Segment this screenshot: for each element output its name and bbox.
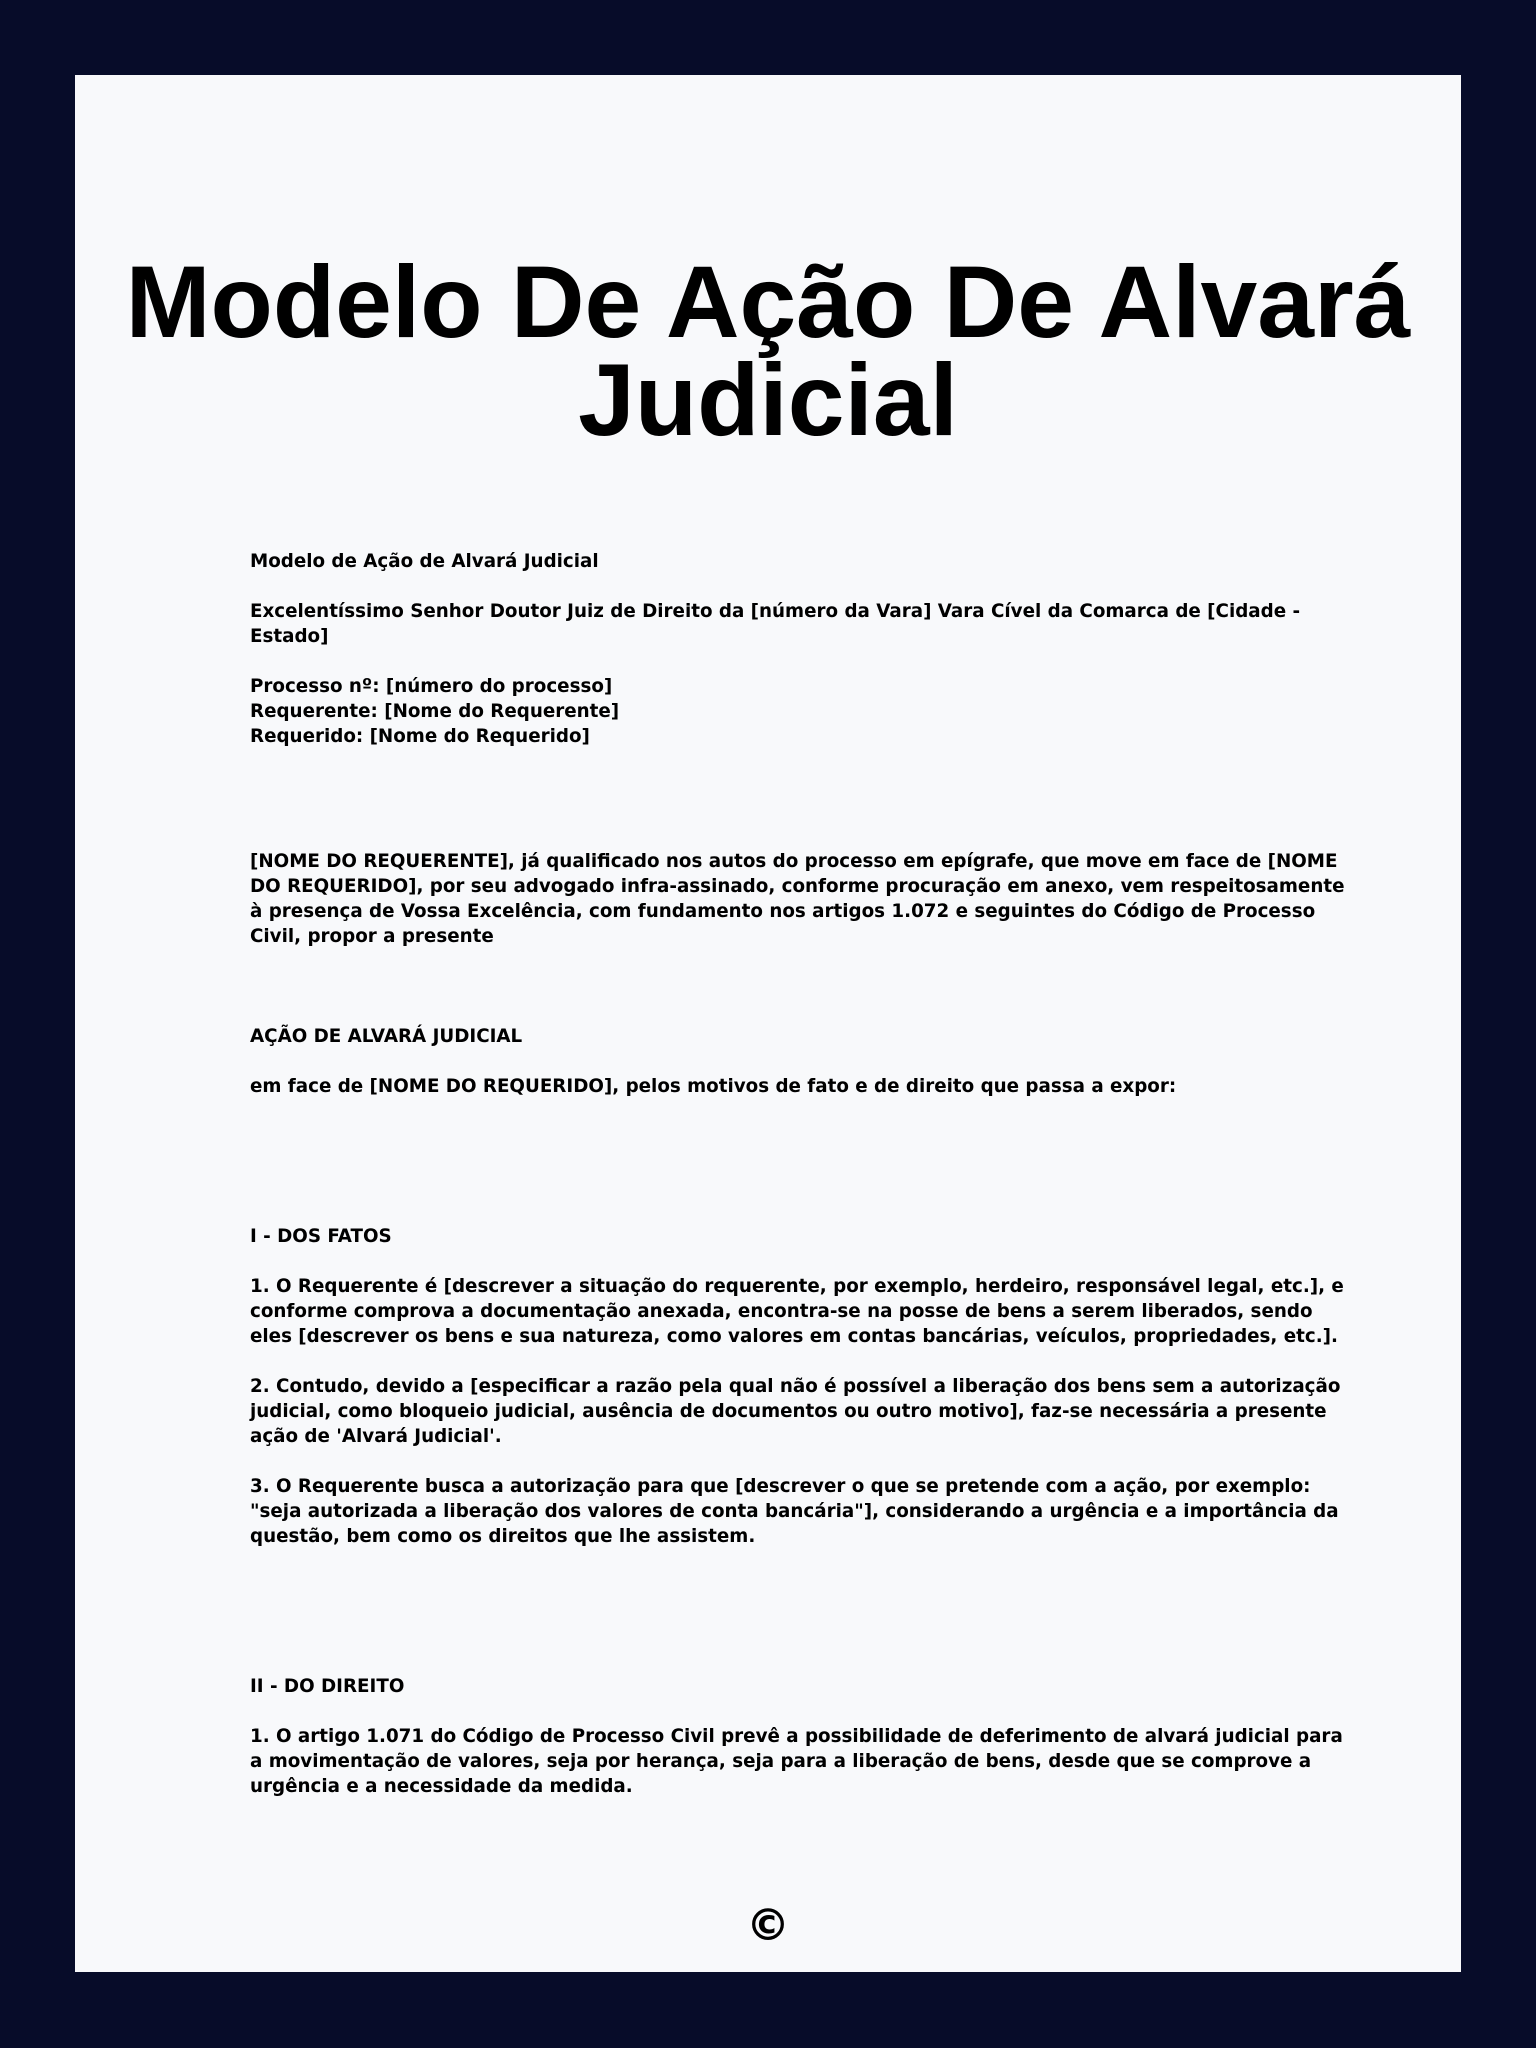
document-body bbox=[250, 549, 1360, 1824]
document-page bbox=[75, 75, 1461, 1972]
document-title: Modelo De Ação De Alvará Judicial bbox=[125, 245, 1411, 457]
process-number: Processo nº: [número do processo] bbox=[250, 676, 613, 697]
intro-paragraph: [NOME DO REQUERENTE], já qualificado nos autos do processo em epígrafe, que move em face de [NOME DO REQUERIDO], por seu advogado infra-assinado, conforme procuração em anexo, vem respeitosamente à presença de Vossa Excelência, com fundamento nos artigos 1.072 e seguintes do Código de Processo Civil, propor a presente bbox=[250, 851, 1345, 947]
spacer bbox=[250, 774, 1360, 849]
document-heading: Modelo de Ação de Alvará Judicial bbox=[250, 551, 599, 572]
spacer bbox=[250, 974, 1360, 1024]
facts-paragraph-1: 1. O Requerente é [descrever a situação do requerente, por exemplo, herdeiro, responsável legal, etc.], e conforme comprova a documentação anexada, encontra-se na posse de bens a serem liberados, sendo eles [descrever os bens e sua natureza, como valores em contas bancárias, veículos, propriedades, etc.]. bbox=[250, 1276, 1344, 1347]
requerente-line: Requerente: [Nome do Requerente] bbox=[250, 701, 620, 722]
addressee: Excelentíssimo Senhor Doutor Juiz de Direito da [número da Vara] Vara Cível da Comarca de [Cidade - Estado] bbox=[250, 601, 1301, 647]
facts-paragraph-2: 2. Contudo, devido a [especificar a razão pela qual não é possível a liberação dos bens sem a autorização judicial, como bloqueio judicial, ausência de documentos ou outro motivo], faz-se necessária a presente ação de 'Alvará Judicial'. bbox=[250, 1376, 1341, 1447]
section-facts-title: I - DOS FATOS bbox=[250, 1226, 392, 1247]
law-paragraph-1: 1. O artigo 1.071 do Código de Processo Civil prevê a possibilidade de deferimento de alvará judicial para a movimentação de valores, seja por herança, seja para a liberação de bens, desde que se comprove a urgência e a necessidade da medida. bbox=[250, 1726, 1343, 1797]
action-subtitle: em face de [NOME DO REQUERIDO], pelos motivos de fato e de direito que passa a expor: bbox=[250, 1076, 1177, 1097]
requerido-line: Requerido: [Nome do Requerido] bbox=[250, 726, 590, 747]
spacer bbox=[250, 1124, 1360, 1224]
facts-paragraph-3: 3. O Requerente busca a autorização para que [descrever o que se pretende com a ação, por exemplo: "seja autorizada a liberação dos valores de conta bancária"], considerando a urgência e a importância da questão, bem como os direitos que lhe assistem. bbox=[250, 1476, 1339, 1547]
action-title: AÇÃO DE ALVARÁ JUDICIAL bbox=[250, 1026, 523, 1047]
section-law-title: II - DO DIREITO bbox=[250, 1676, 405, 1697]
case-info bbox=[250, 674, 1360, 749]
copyright-icon: © bbox=[746, 1900, 790, 1951]
spacer bbox=[250, 1574, 1360, 1674]
